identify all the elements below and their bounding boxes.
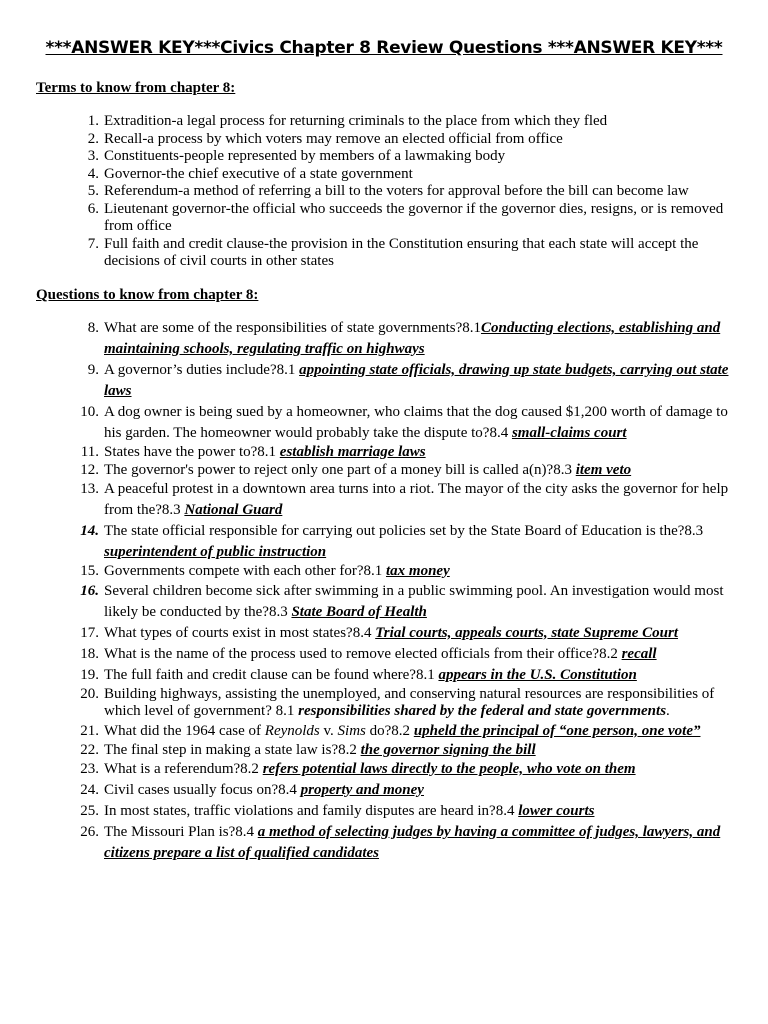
- question-item: 19. The full faith and credit clause can be found where?8.1 appears in the U.S. Constitution: [80, 666, 637, 683]
- term-item: 1. Extradition-a legal process for returning criminals to the place from which they fled: [87, 113, 608, 129]
- answer: responsibilities shared by the federal and state governments: [298, 703, 667, 719]
- question-item: 25. In most states, traffic violations and family disputes are heard in?8.4 lower courts: [80, 803, 595, 819]
- question-item: 23. What is a referendum?8.2 refers potential laws directly to the people, who vote on them: [80, 761, 636, 777]
- questions-list: [0, 318, 768, 864]
- term-item: 3. Constituents-people represented by members of a lawmaking body: [87, 148, 506, 164]
- question-item: 14. The state official responsible for carrying out policies set by the State Board of Education is the?8.3 superintendent of public instruction: [80, 523, 704, 560]
- answer: State Board of Health: [291, 603, 427, 620]
- answer: establish marriage laws: [279, 444, 426, 460]
- question-item: 21. What did the 1964 case of Reynolds v. Sims do?8.2 upheld the principal of “one person, one vote”: [80, 722, 701, 739]
- term-item: 6. Lieutenant governor-the official who succeeds the governor if the governor dies, resigns, or is removed from office: [87, 200, 724, 234]
- question-item: 26. The Missouri Plan is?8.4 a method of selecting judges by having a committee of judges, lawyers, and citizens prepare a list of qualified candidates: [80, 824, 721, 861]
- question-item: 22. The final step in making a state law is?8.2 the governor signing the bill: [80, 741, 536, 758]
- question-item: 17. What types of courts exist in most states?8.4 Trial courts, appeals courts, state Supreme Court: [80, 624, 679, 641]
- answer: National Guard: [184, 502, 283, 518]
- answer: appears in the U.S. Constitution: [438, 666, 637, 683]
- answer: Trial courts, appeals courts, state Supreme Court: [375, 624, 679, 641]
- answer: refers potential laws directly to the people, who vote on them: [262, 761, 636, 777]
- terms-list: [0, 113, 768, 271]
- answer: recall: [621, 645, 657, 662]
- answer: item veto: [575, 461, 632, 478]
- question-item: 11. States have the power to?8.1 establish marriage laws: [80, 444, 426, 460]
- answer: appointing state officials, drawing up state budgets, carrying out state laws: [104, 362, 729, 399]
- question-item: 13. A peaceful protest in a downtown area turns into a riot. The mayor of the city asks the governor for help from the?8.3 National Guard: [80, 481, 729, 518]
- questions-heading: Questions to know from chapter 8:: [36, 287, 259, 303]
- answer: tax money: [385, 563, 450, 579]
- term-item: 7. Full faith and credit clause-the provision in the Constitution ensuring that each state will accept the decisions of civil courts in other states: [87, 235, 699, 269]
- question-item: 12. The governor's power to reject only one part of a money bill is called a(n)?8.3 item veto: [80, 461, 632, 478]
- question-item: 24. Civil cases usually focus on?8.4 property and money: [80, 782, 424, 798]
- question-item: 18. What is the name of the process used to remove elected officials from their office?8.2 recall: [80, 645, 657, 662]
- answer: upheld the principal of “one person, one vote”: [413, 722, 701, 739]
- question-item: 16. Several children become sick after swimming in a public swimming pool. An investigation would most likely be conducted by the?8.3 State Board of Health: [80, 582, 724, 620]
- question-item: 9. A governor’s duties include?8.1 appointing state officials, drawing up state budgets, carrying out state laws: [87, 362, 729, 399]
- question-item: 15. Governments compete with each other for?8.1 tax money: [80, 563, 450, 579]
- answer: a method of selecting judges by having a committee of judges, lawyers, and citizens prepare a list of qualified candidates: [104, 824, 721, 861]
- question-item: 8. What are some of the responsibilities of state governments?8.1Conducting elections, establishing and maintaining schools, regulating traffic on highways: [87, 320, 721, 357]
- answer: superintendent of public instruction: [104, 544, 327, 560]
- question-item: 10. A dog owner is being sued by a homeowner, who claims that the dog caused $1,200 worth of damage to his garden. The homeowner would probably take the dispute to?8.4 small-claims court: [80, 404, 728, 441]
- term-item: 5. Referendum-a method of referring a bill to the voters for approval before the bill can become law: [87, 183, 689, 199]
- page-title: ***ANSWER KEY***Civics Chapter 8 Review Questions ***ANSWER KEY***: [45, 38, 723, 58]
- terms-heading: Terms to know from chapter 8:: [36, 80, 236, 96]
- question-item: 20. Building highways, assisting the unemployed, and conserving natural resources are responsibilities of which level of government? 8.1 responsibilities shared by the federal and state governments.: [80, 685, 715, 719]
- answer: small-claims court: [511, 425, 627, 441]
- term-item: 2. Recall-a process by which voters may remove an elected official from office: [87, 130, 563, 147]
- answer: lower courts: [518, 803, 595, 819]
- answer: Conducting elections, establishing and maintaining schools, regulating traffic on highways: [104, 320, 721, 357]
- answer: the governor signing the bill: [360, 741, 536, 758]
- answer: property and money: [300, 782, 424, 798]
- term-item: 4. Governor-the chief executive of a state government: [87, 165, 413, 182]
